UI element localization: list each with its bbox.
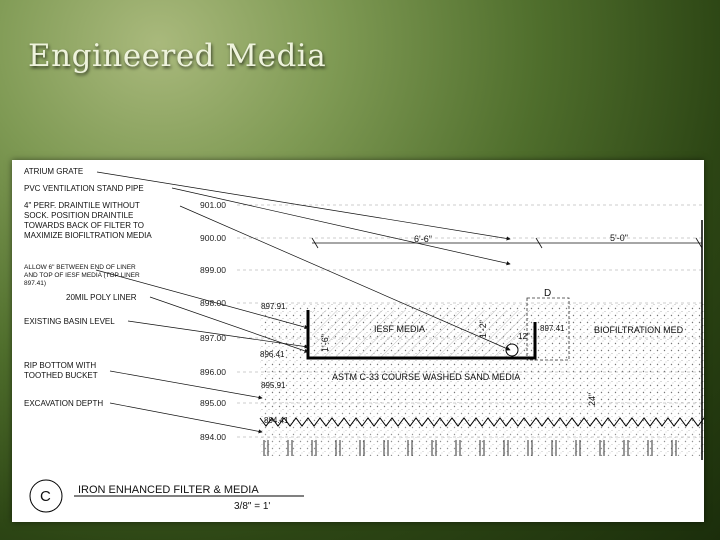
dim-width-right: 5'-0"	[610, 233, 628, 243]
elevation-896: 896.00	[200, 367, 226, 377]
elevation-901: 901.00	[200, 200, 226, 210]
subgrade-fill	[260, 411, 704, 456]
elevation-894: 894.00	[200, 432, 226, 442]
callout-liner-gap-1: ALLOW 6" BETWEEN END OF LINER	[24, 264, 136, 271]
callout-liner-gap-2: AND TOP OF IESF MEDIA (TOP LINER	[24, 272, 140, 279]
callout-poly-liner: 20MIL POLY LINER	[66, 293, 137, 302]
spot-elev-897-91: 897.91	[261, 302, 286, 311]
section-mark-d: D	[544, 288, 552, 299]
callout-rip-bottom-1: RIP BOTTOM WITH	[24, 361, 97, 370]
detail-title: IRON ENHANCED FILTER & MEDIA	[78, 484, 259, 496]
label-sand-media: ASTM C-33 COURSE WASHED SAND MEDIA	[332, 372, 521, 382]
callout-draintile-3: TOWARDS BACK OF FILTER TO	[24, 221, 145, 230]
dim-depth-right: 24"	[587, 392, 597, 406]
dim-depth-iesf: 1'-6"	[320, 334, 330, 352]
callout-atrium-grate: ATRIUM GRATE	[24, 167, 84, 176]
engineering-drawing	[12, 160, 704, 522]
draintile-pipe	[506, 344, 518, 356]
callout-draintile-4: MAXIMIZE BIOFILTRATION MEDIA	[24, 231, 152, 240]
dim-media-left: 1'-2"	[478, 320, 488, 338]
callout-draintile-1: 4" PERF. DRAINTILE WITHOUT	[24, 201, 140, 210]
spot-elev-895-91: 895.91	[261, 381, 286, 390]
elevation-900: 900.00	[200, 233, 226, 243]
spot-elev-896-41: 896.41	[260, 350, 285, 359]
callout-draintile-2: SOCK. POSITION DRAINTILE	[24, 211, 134, 220]
elevation-898: 898.00	[200, 298, 226, 308]
elevation-897: 897.00	[200, 333, 226, 343]
dim-offset-small: 12"	[518, 332, 530, 341]
slide-title: Engineered Media	[28, 38, 327, 74]
elevation-895: 895.00	[200, 398, 226, 408]
callout-basin-level: EXISTING BASIN LEVEL	[24, 317, 115, 326]
dim-width-left: 6'-6"	[414, 234, 432, 244]
label-iesf-media: IESF MEDIA	[374, 324, 426, 334]
section-detail	[12, 160, 704, 522]
top-dimension	[312, 238, 702, 248]
elevation-899: 899.00	[200, 265, 226, 275]
callout-pvc-pipe: PVC VENTILATION STAND PIPE	[24, 184, 144, 193]
label-biofiltration-media: BIOFILTRATION MED	[594, 325, 684, 335]
callout-excavation: EXCAVATION DEPTH	[24, 399, 104, 408]
spot-elev-897-41: 897.41	[540, 324, 565, 333]
detail-letter: C	[40, 488, 51, 505]
callout-liner-gap-3: 897.41)	[24, 280, 47, 287]
spot-elev-894-41: 894.41	[264, 416, 289, 425]
callout-rip-bottom-2: TOOTHED BUCKET	[24, 371, 98, 380]
detail-scale: 3/8" = 1'	[234, 501, 271, 512]
